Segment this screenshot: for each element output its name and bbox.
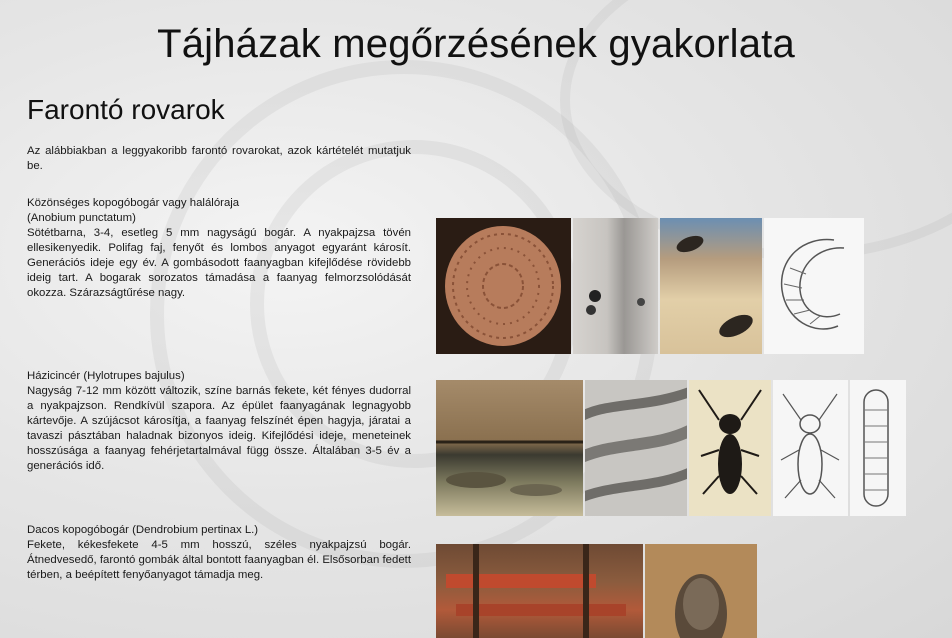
species-block-hylotrupes [27, 369, 411, 474]
photo-beetle-drawing [773, 380, 848, 516]
photo-damaged-wood-disc [436, 218, 571, 354]
larva-segments-image [850, 380, 906, 516]
exit-holes-image [573, 218, 658, 354]
species-description: Fekete, kékesfekete 4-5 mm hosszú, széles nyakpajzsú bogár. Átnedvesedő, farontó gombák által bontott faanyagban él. Elsősorban fedett térben, a beépített fenyőanyagot támadja meg. [27, 539, 411, 581]
species-description: Nagyság 7-12 mm között változik, színe barnás fekete, két fényes dudorral a nyakpajzson. Rendkívül szapora. Az épület faanyagának legnagyobb kártevője. A szújácsot károsítja, a faanyag felszínét épen hagyja, járatai a tavaszi pásztában haladnak bizonyos ideig. Kifejlődési ideje, meneteinek hosszúsága a faanyag fehérjetartalmával függ össze. Általában 3-5 év a generációs idő. [27, 385, 411, 472]
intro-text: Az alábbiakban a leggyakoribb farontó rovarokat, azok kártételét mutatjuk be. [27, 145, 411, 172]
photo-larva-segments [850, 380, 906, 516]
photo-damaged-beam [436, 380, 583, 516]
beetle-on-wood-image [660, 218, 762, 354]
species-block-dendrobium [27, 523, 411, 583]
house-longhorn-beetle-image [689, 380, 771, 516]
species-block-anobium [27, 196, 411, 301]
species-name: Közönséges kopogóbogár vagy halálóraja [27, 197, 240, 209]
damaged-beam-image [436, 380, 583, 516]
damaged-wood-disc-image [436, 218, 571, 354]
photo-dendrobium-beetle [645, 544, 757, 638]
species-name: Dacos kopogóbogár (Dendrobium pertinax L.) [27, 524, 259, 536]
photo-anobium-beetle [660, 218, 762, 354]
larva-drawing-image [764, 218, 864, 354]
species-description: Sötétbarna, 3-4, esetleg 5 mm nagyságú bogár. A nyakpajzsa tövén ellesikenyedik. Polifag faj, fenyőt és lombos anyagot egyaránt károsít. Generációs ideje egy év. A gombásodott faanyagban kifejlődése rövidebb ideig tart. A bogarak sorozatos támadása a faanyag felmorzsolódását okozza. Szárazságtűrése nagy. [27, 227, 411, 299]
beetle-drawing-image [773, 380, 848, 516]
photo-exit-holes [573, 218, 658, 354]
species-name: Házicincér (Hylotrupes bajulus) [27, 370, 185, 382]
photo-house-longhorn-beetle [689, 380, 771, 516]
page-title: Tájházak megőrzésének gyakorlata [157, 22, 795, 66]
intro-paragraph [27, 144, 411, 174]
larval-galleries-image [585, 380, 687, 516]
attic-timber-image [436, 544, 643, 638]
photo-attic-timber [436, 544, 643, 638]
species-latin: (Anobium punctatum) [27, 212, 136, 224]
photo-larva-drawing [764, 218, 864, 354]
section-title: Farontó rovarok [27, 94, 225, 125]
photo-larval-galleries [585, 380, 687, 516]
dendrobium-beetle-image [645, 544, 757, 638]
